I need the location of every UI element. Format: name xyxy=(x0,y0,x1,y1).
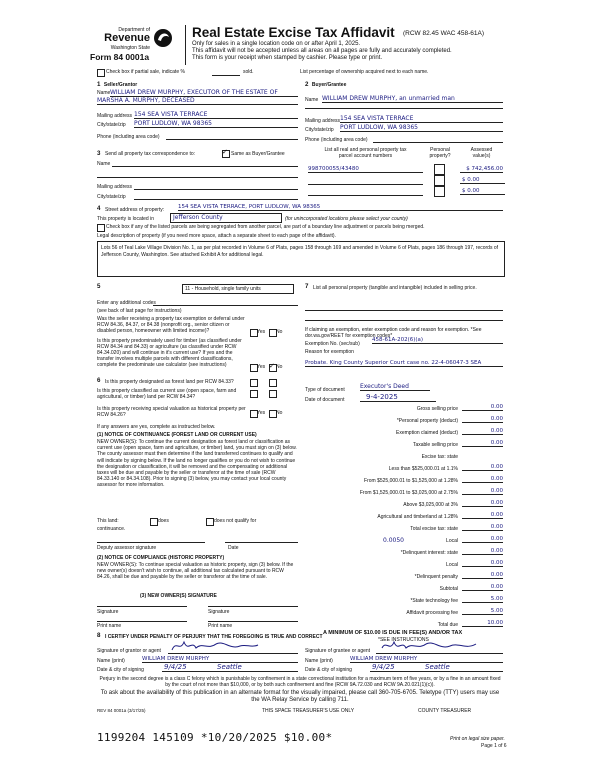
buyer-city-field[interactable]: PORT LUDLOW, WA 98365 xyxy=(340,124,503,132)
grantor-name-field[interactable]: WILLIAM DREW MURPHY xyxy=(142,656,298,663)
legal-paper-note: Print on legal size paper. xyxy=(450,736,505,742)
header-line1: Only for sales in a single location code on or after April 1, 2025. xyxy=(192,41,361,47)
cashier-receipt-stamp: 1199204 145109 *10/20/2025 $10.00* xyxy=(97,731,333,744)
section1-heading: 1 Seller/Grantor xyxy=(97,81,138,88)
ownership-note: List percentage of ownership acquired next to each name. xyxy=(300,69,429,75)
tax-value-local[interactable]: 0.00 xyxy=(462,536,503,543)
tax-label-taxable: Taxable selling price xyxy=(412,442,458,448)
county-treasurer-label: COUNTY TREASURER xyxy=(418,708,472,714)
corr-name-field-2[interactable] xyxy=(97,172,298,178)
tax-label-personal: *Personal property (deduct) xyxy=(396,418,458,424)
new-owner-signature-label-2: Signature xyxy=(208,609,230,615)
exemption-no-field[interactable]: 458-61A-202(6)(a) xyxy=(372,337,503,344)
buyer-name-label: Name xyxy=(305,97,319,103)
q5-2-yes-label: Yes xyxy=(257,364,266,370)
q5-1: Was the seller receiving a property tax exemption or deferral under RCW 84.36, 84.37, or 84.38 (nonprofit org., senior citizen or disabled person, homeowner with limited income)? xyxy=(97,316,245,334)
section4-number: 4 xyxy=(97,205,101,212)
parcel-row-2[interactable] xyxy=(308,177,423,185)
tax-label-total-due: Total due xyxy=(437,622,458,628)
buyer-city-label: City/state/zip xyxy=(305,127,334,133)
page-number: Page 1 of 6 xyxy=(481,743,507,749)
header-line3: This form is your receipt when stamped by cashier. Please type or print. xyxy=(192,55,383,61)
form-title: Real Estate Excise Tax Affidavit xyxy=(192,25,395,40)
buyer-phone-label: Phone (including area code) xyxy=(305,137,368,143)
parcel-row-3[interactable] xyxy=(308,188,423,196)
tax-value-ag[interactable]: 0.00 xyxy=(462,512,503,519)
segregated-checkbox[interactable] xyxy=(97,224,105,232)
doc-date-label: Date of document xyxy=(305,397,345,403)
tax-value-tier2[interactable]: 0.00 xyxy=(462,476,503,483)
header-line2: This affidavit will not be accepted unless all areas on all pages are fully and accurately completed. xyxy=(192,48,452,54)
section7-number: 7 xyxy=(305,283,309,290)
treasurer-only-label: THIS SPACE TREASURER'S USE ONLY xyxy=(262,708,355,714)
q6-1-yes-checkbox[interactable] xyxy=(250,379,258,387)
tax-label-tier3: From $1,525,000.01 to $3,025,000 at 2.75% xyxy=(359,490,458,496)
personal-checkbox-3[interactable] xyxy=(434,186,445,197)
correspondence-label: Send all property tax correspondence to: xyxy=(105,151,196,157)
q5-1-yes-label: Yes xyxy=(257,329,266,335)
buyer-mail-label: Mailing address xyxy=(305,118,341,124)
personal-checkbox-1[interactable] xyxy=(434,164,445,175)
seller-name-label: Name xyxy=(97,90,111,96)
alt-format-notice: To ask about the availability of this publication in an alternate format for the visually impaired, please call 360-705-6705. Teletype (TTY) users may use the WA Relay Service by calling 711. xyxy=(100,690,500,703)
does-checkbox[interactable] xyxy=(150,518,158,526)
grantee-name-label: Name (print) xyxy=(305,658,333,664)
deputy-date-label: Date xyxy=(228,545,239,551)
form-number: Form 84 0001a xyxy=(90,52,150,62)
tax-value-total-state[interactable]: 0.00 xyxy=(462,524,503,531)
tax-value-tier1[interactable]: 0.00 xyxy=(462,464,503,471)
q6-2-no-checkbox[interactable] xyxy=(269,390,277,398)
q6-3-yes-label: Yes xyxy=(257,410,266,416)
county-select[interactable]: Jefferson County xyxy=(170,213,282,223)
doc-type-field[interactable]: Executor's Deed xyxy=(360,383,430,391)
grantee-date-label: Date & city of signing xyxy=(305,667,352,673)
reason-label: Reason for exemption xyxy=(305,349,354,355)
see-instructions-note: *SEE INSTRUCTIONS xyxy=(378,637,429,643)
grantee-signature-label: Signature of grantee or agent xyxy=(305,648,371,654)
tax-label-tier2: From $525,000.01 to $1,525,000 at 1.28% xyxy=(364,478,458,484)
notice2-body: NEW OWNER(S): To continue special valuation as historic property, sign (3) below. If the new owner(s) doesn't wish to continue, all additional tax calculated pursuant to RCW 84.26, shall be due and payable by the seller or transferor at the time of sale. xyxy=(97,562,294,581)
new-owner-signature-label-1: Signature xyxy=(97,609,119,615)
grantor-signature-label: Signature of grantor or agent xyxy=(97,648,161,654)
legal-description-field[interactable]: Lots 56 of Teal Lake Village Division No. 1, as per plat recorded in Volume 6 of Plats, pages 158 through 169 and amended in Volume 6 of Plats, pages 186 through 197, records of Jefferson County, Washington. See attached Exhibit A for additional legal. xyxy=(97,241,505,277)
tax-label-tier1: Less than $525,000.01 at 1.1% xyxy=(388,466,458,472)
tax-label-tier4: Above $3,025,000 at 3% xyxy=(403,502,458,508)
tax-label-excise-state: Excise tax: state xyxy=(421,454,458,460)
form-title-ref: (RCW 82.45 WAC 458-61A) xyxy=(403,30,485,37)
notice1-body: NEW OWNER(S): To continue the current designation as forest land or classification as current use (open space, farm and agriculture, or timber) land, you must sign on (3) below. The county assessor must then determine if the land transferred continues to qualify and will indicate by signing below. If the land no longer qualifies or you do not wish to continue the designation or classification, it will be removed and the compensating or additional taxes will be due and payable by the seller or transferor at the time of sale (RCW 84.33.140 or 84.34.108). Prior to signing (3) below, you may contact your local county assessor for more information. xyxy=(97,439,297,489)
tax-value-interest-local[interactable]: 0.00 xyxy=(462,560,503,567)
tax-label-local: Local xyxy=(446,538,458,544)
seller-phone-label: Phone (including area code) xyxy=(97,134,160,140)
doc-type-label: Type of document xyxy=(305,387,345,393)
additional-codes-field[interactable] xyxy=(153,300,298,306)
seller-city-label: City/state/zip xyxy=(97,122,126,128)
tax-value-tier4[interactable]: 0.00 xyxy=(462,500,503,507)
corr-mail-label: Mailing address xyxy=(97,184,133,190)
tax-label-tech-fee: *State technology fee xyxy=(410,598,458,604)
section3-number: 3 xyxy=(97,150,101,157)
street-field[interactable]: 154 SEA VISTA TERRACE, PORT LUDLOW, WA 98365 xyxy=(178,204,503,211)
tax-label-ag: Agricultural and timberland at 1.28% xyxy=(377,514,458,520)
dept-line3: Washington State xyxy=(110,45,150,51)
exemption-no-label: Exemption No. (sec/sub) xyxy=(305,341,360,347)
deputy-signature-label: Deputy assessor signature xyxy=(97,545,157,551)
located-label: This property is located in xyxy=(97,216,154,222)
corr-mail-field[interactable] xyxy=(134,184,298,190)
grantor-date-field[interactable]: 9/4/25 Seattle xyxy=(162,664,298,672)
this-land-label: This land: xyxy=(97,518,119,524)
notice1-heading: (1) NOTICE OF CONTINUANCE (FOREST LAND OR CURRENT USE) xyxy=(97,432,257,438)
assessed-value-3[interactable]: $ 0.00 xyxy=(460,188,505,195)
dept-line1: Department of xyxy=(118,27,150,33)
tax-value-tier3[interactable]: 0.00 xyxy=(462,488,503,495)
notice3-heading: (3) NEW OWNER(S) SIGNATURE xyxy=(140,593,217,599)
same-as-buyer-label: Same as Buyer/Grantee xyxy=(231,151,285,157)
parcel-header: List all real and personal property tax parcel account numbers xyxy=(324,147,407,159)
dept-line2: Revenue xyxy=(104,32,150,44)
tax-value-processing-fee[interactable]: 5.00 xyxy=(462,608,503,615)
seller-mail-field[interactable]: 154 SEA VISTA TERRACE xyxy=(134,111,298,119)
does-not-checkbox[interactable] xyxy=(206,518,214,526)
q6-2-yes-checkbox[interactable] xyxy=(250,390,258,398)
q6-1: Is this property designated as forest land per RCW 84.33? xyxy=(105,379,234,385)
section8-number: 8 xyxy=(97,632,101,639)
tax-label-exemption: Exemption claimed (deduct) xyxy=(396,430,458,436)
tax-label-gross: Gross selling price xyxy=(416,406,458,412)
buyer-name-field[interactable]: WILLIAM DREW MURPHY, an unmarried man xyxy=(322,95,503,103)
seller-name-field-2[interactable]: MARSHA A. MURPHY, DECEASED xyxy=(97,97,298,105)
partial-sale-checkbox[interactable] xyxy=(97,69,105,77)
reason-field[interactable]: Probate. King County Superior Court case no. 22-4-06047-3 SEA xyxy=(305,360,503,367)
tax-value-exemption[interactable]: 0.00 xyxy=(462,428,503,435)
revision-label: REV 84 0001a (3/17/25) xyxy=(97,708,146,713)
assessed-value-1[interactable]: $ 742,456.00 xyxy=(460,166,503,173)
seller-city-field[interactable]: PORT LUDLOW, WA 98365 xyxy=(134,120,298,128)
grantor-name-label: Name (print) xyxy=(97,658,125,664)
legal-label: Legal description of property (if you need more space, attach a separate sheet to each page of the affidavit). xyxy=(97,233,336,239)
tax-value-subtotal[interactable]: 0.00 xyxy=(462,584,503,591)
buyer-name-field-2[interactable] xyxy=(305,104,503,109)
doc-date-field[interactable]: 9-4-2025 xyxy=(360,393,436,402)
exemption-claim-note: If claiming an exemption, enter exemption code and reason for exemption. *See dor.wa.gov/REET for exemption codes* xyxy=(305,327,482,339)
tax-label-interest-state: *Delinquent interest: state xyxy=(400,550,458,556)
new-owner-print-label-2: Print name xyxy=(208,623,233,629)
seller-name-field[interactable]: WILLIAM DREW MURPHY, EXECUTOR OF THE ESTATE OF xyxy=(110,89,298,97)
seller-mail-label: Mailing address xyxy=(97,113,133,119)
q5-2-no-check-icon: ✓ xyxy=(269,363,275,370)
grantee-name-field[interactable]: WILLIAM DREW MURPHY xyxy=(350,656,503,663)
tax-value-tech-fee[interactable]: 5.00 xyxy=(462,596,503,603)
new-owner-print-label-1: Print name xyxy=(97,623,122,629)
use-code-select[interactable]: 11 - Household, single family units xyxy=(182,284,294,294)
additional-codes-label: Enter any additional codes xyxy=(97,300,156,306)
tax-value-taxable[interactable]: 0.00 xyxy=(462,440,503,447)
perjury-notice: Perjury in the second degree is a class C felony which is punishable by confinement in a state correctional institution for a maximum term of five years, or by a fine in an amount fixed by the court of not more than $10,000, or by both such confinement and fine (RCW 9A.72.030 and RCW 9A.20.021(1)(c)). xyxy=(99,676,501,688)
continuance-label: continuance. xyxy=(97,526,126,532)
q5-2: Is this property predominately used for timber (as classified under RCW 84.34 and 84.33) or agriculture (as classified under RCW 84.34.020) and will continue in it's current use? If yes and the transfer involves multiple parcels with different classifications, complete the predominate use calculator (see instructions) xyxy=(97,338,242,368)
buyer-mail-field[interactable]: 154 SEA VISTA TERRACE xyxy=(340,115,503,123)
does-not-label: does not qualify for xyxy=(214,518,257,524)
q6-2: Is this property classified as current use (open space, farm and agricultural, or timber) land per RCW 84.34? xyxy=(97,388,237,400)
personal-checkbox-2[interactable] xyxy=(434,175,445,186)
see-list-note: (see back of last page for instructions) xyxy=(97,308,182,314)
tax-label-penalty: *Delinquent penalty xyxy=(414,574,458,580)
tax-value-interest-state[interactable]: 0.00 xyxy=(462,548,503,555)
tax-value-penalty[interactable]: 0.00 xyxy=(462,572,503,579)
tax-label-processing-fee: Affidavit processing fee xyxy=(406,610,458,616)
corr-name-label: Name xyxy=(97,161,111,167)
local-rate: 0.0050 xyxy=(383,537,404,544)
corr-city-label: City/state/zip xyxy=(97,194,126,200)
assessed-header: Assessed value(s) xyxy=(470,147,493,159)
answer-note: If any answers are yes, complete as instructed below. xyxy=(97,424,216,430)
personal-header: Personal property? xyxy=(429,147,451,159)
seller-phone-field[interactable] xyxy=(166,134,298,140)
q5-2-no-label: No xyxy=(276,364,283,370)
dor-swirl-icon xyxy=(153,28,173,48)
grantor-date-label: Date & city of signing xyxy=(97,667,144,673)
grantor-signature-scribble xyxy=(170,638,260,654)
parcel-row-1[interactable]: 998700055/43480 xyxy=(308,166,423,173)
tax-value-personal[interactable]: 0.00 xyxy=(462,416,503,423)
minimum-note: A MINIMUM OF $10.00 IS DUE IN FEE(S) AND/OR TAX xyxy=(323,630,463,636)
tax-label-interest-local: Local xyxy=(446,562,458,568)
partial-sold-label: sold. xyxy=(243,69,254,75)
corr-name-field[interactable] xyxy=(112,161,298,167)
section5-number: 5 xyxy=(97,283,101,290)
q6-3: Is this property receiving special valuation as historical property per RCW 84.26? xyxy=(97,406,246,418)
grantee-signature-scribble xyxy=(380,638,480,654)
segregated-label: Check box if any of the listed parcels are being segregated from another parcel, are part of a boundary line adjustment or parcels being merged. xyxy=(106,224,425,230)
q6-3-no-label: No xyxy=(276,410,283,416)
corr-city-field[interactable] xyxy=(134,194,298,200)
q6-1-no-checkbox[interactable] xyxy=(269,379,277,387)
q5-1-no-label: No xyxy=(276,329,283,335)
tax-value-total-due[interactable]: 10.00 xyxy=(462,620,503,627)
partial-sale-label: Check box if partial sale, indicate % xyxy=(106,69,185,75)
tax-label-total-state: Total excise tax: state xyxy=(410,526,458,532)
unincorporated-note: (for unincorporated locations please select your county) xyxy=(285,216,408,222)
notice2-heading: (2) NOTICE OF COMPLIANCE (HISTORIC PROPERTY) xyxy=(97,555,225,561)
personal-property-label: List all personal property (tangible and intangible) included in selling price. xyxy=(313,285,477,291)
same-as-buyer-check-icon: ✓ xyxy=(222,149,228,156)
section2-heading: 2 Buyer/Grantee xyxy=(305,81,347,88)
does-label: does xyxy=(158,518,169,524)
grantee-date-field[interactable]: 9/4/25 Seattle xyxy=(370,664,503,672)
section6-number: 6 xyxy=(97,377,101,384)
tax-label-subtotal: Subtotal xyxy=(439,586,458,592)
buyer-phone-field[interactable] xyxy=(373,137,503,143)
assessed-value-2[interactable]: $ 0.00 xyxy=(460,177,505,184)
street-label: Street address of property: xyxy=(105,207,165,213)
tax-value-gross[interactable]: 0.00 xyxy=(462,404,503,411)
partial-percent-field[interactable] xyxy=(212,69,240,76)
certify-statement: I CERTIFY UNDER PENALTY OF PERJURY THAT THE FOREGOING IS TRUE AND CORRECT xyxy=(105,634,323,640)
